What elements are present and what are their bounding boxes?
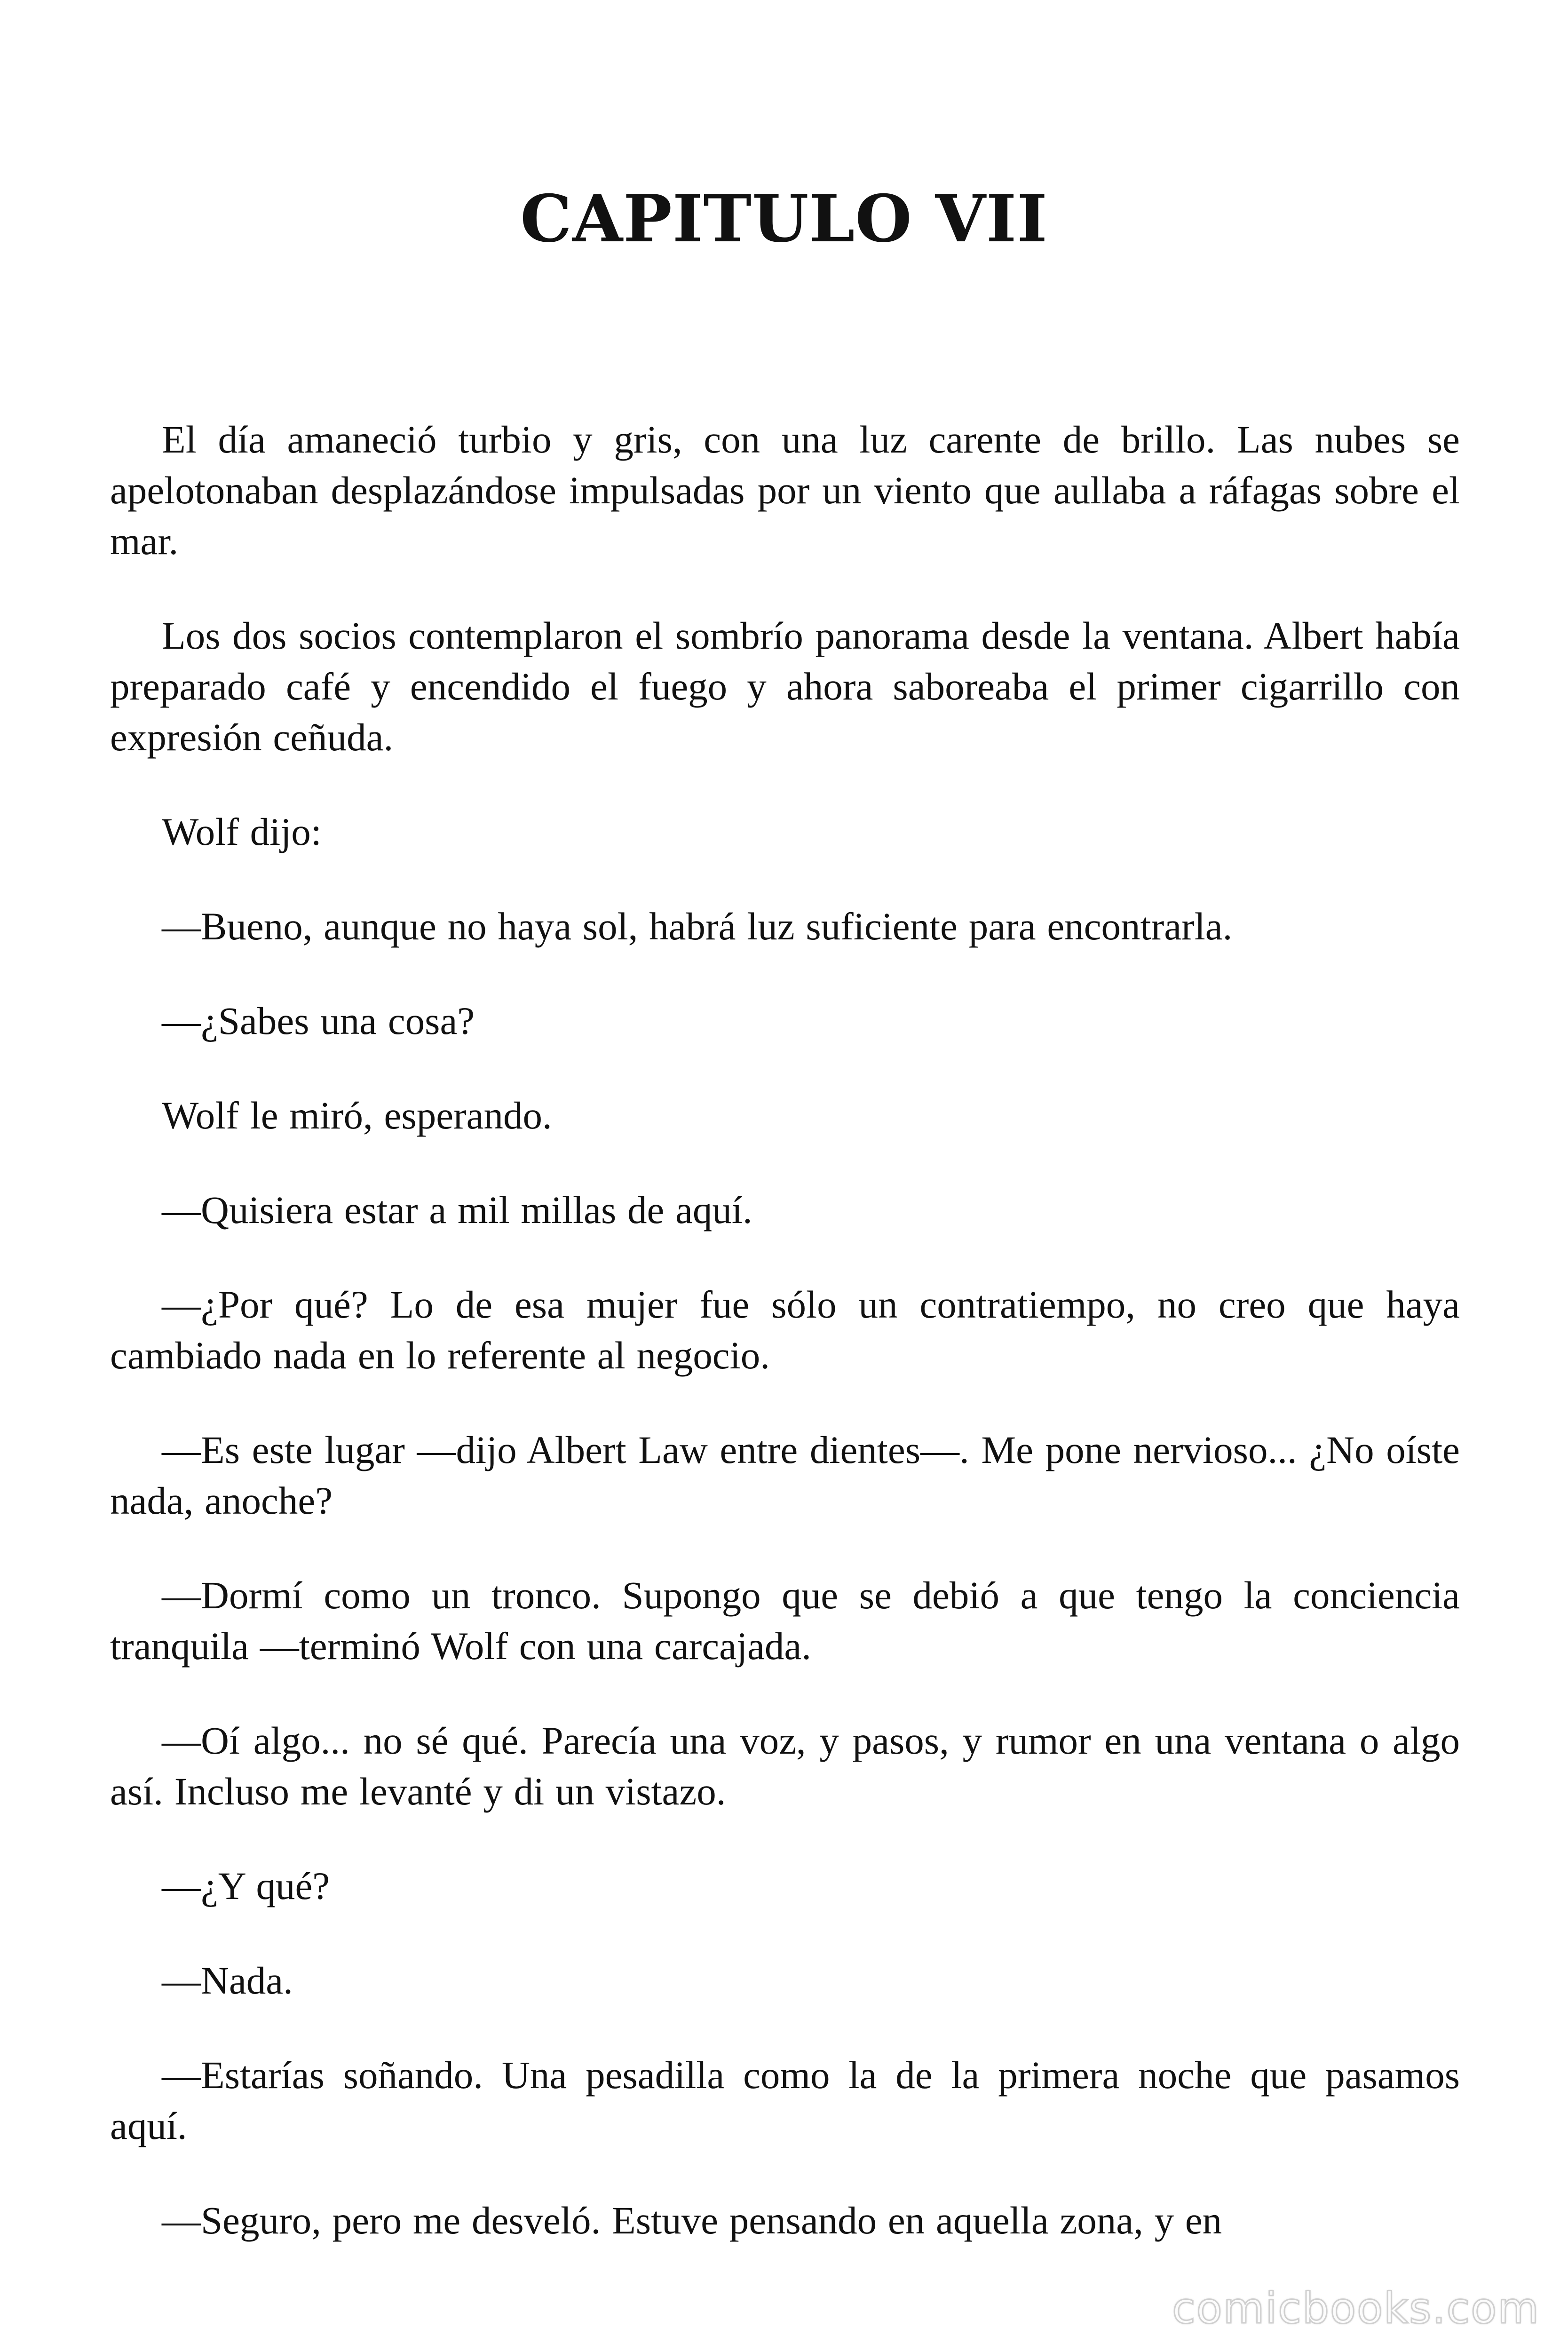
paragraph: —Dormí como un tronco. Supongo que se debió a que tengo la conciencia tranquila —terminó Wolf con una carcajada. [110,1573,1460,1668]
watermark: comicbooks.com [1172,2284,1540,2333]
paragraph: —Seguro, pero me desveló. Estuve pensando en aquella zona, y en [162,2199,1222,2242]
paragraph: Wolf le miró, esperando. [162,1094,552,1137]
paragraph: El día amaneció turbio y gris, con una luz carente de brillo. Las nubes se apelotonaban desplazándose impulsadas por un viento que aullaba a ráfagas sobre el mar. [110,418,1460,563]
paragraph: —Es este lugar —dijo Albert Law entre dientes—. Me pone nervioso... ¿No oíste nada, anoche? [110,1428,1460,1522]
paragraph: Los dos socios contemplaron el sombrío panorama desde la ventana. Albert había preparado café y encendido el fuego y ahora saboreaba el primer cigarrillo con expresión ceñuda. [110,614,1460,759]
paragraph: —Nada. [162,1959,293,2002]
chapter-body [110,414,1460,2289]
paragraph: —Bueno, aunque no haya sol, habrá luz suficiente para encontrarla. [162,905,1233,948]
paragraph: —¿Por qué? Lo de esa mujer fue sólo un contratiempo, no creo que haya cambiado nada en lo referente al negocio. [110,1283,1460,1377]
paragraph: —Oí algo... no sé qué. Parecía una voz, y pasos, y rumor en una ventana o algo así. Incluso me levanté y di un vistazo. [110,1719,1460,1813]
paragraph: —¿Y qué? [162,1864,330,1907]
chapter-title: CAPITULO VII [520,180,1048,257]
paragraph: —¿Sabes una cosa? [162,999,475,1042]
paragraph: —Quisiera estar a mil millas de aquí. [162,1188,752,1232]
paragraph: —Estarías soñando. Una pesadilla como la de la primera noche que pasamos aquí. [110,2053,1460,2147]
paragraph: Wolf dijo: [162,810,322,853]
